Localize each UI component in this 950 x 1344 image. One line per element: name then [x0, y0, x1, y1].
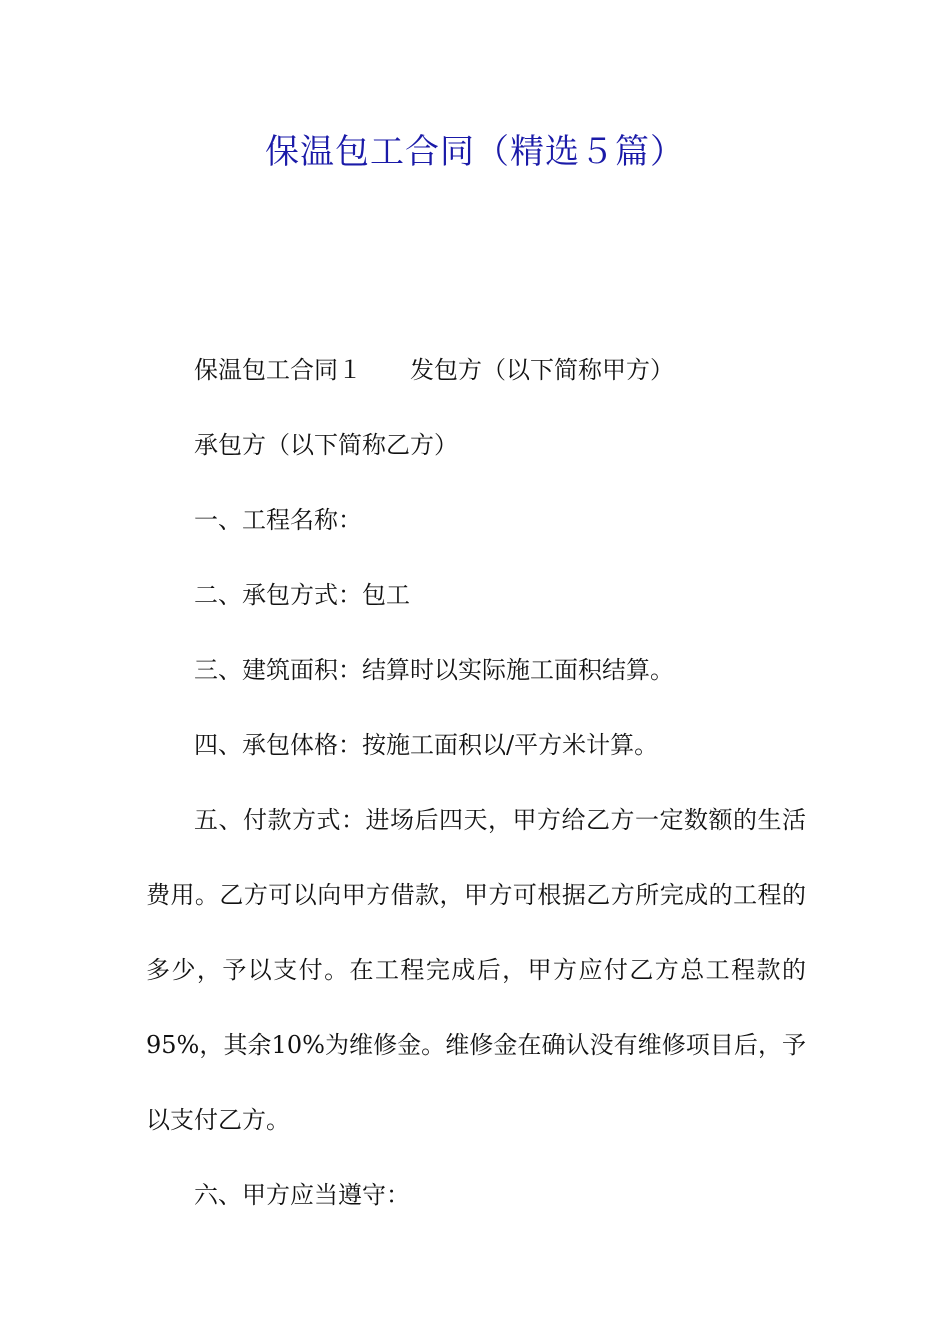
paragraph-payment-method: 五、付款方式：进场后四天，甲方给乙方一定数额的生活费用。乙方可以向甲方借款，甲方可根据乙方所完成的工程的多少，予以支付。在工程完成后，甲方应付乙方总工程款的95%，其余10%为维修金。维修金在确认没有维修项目后，予以支付乙方。	[146, 806, 806, 1134]
paragraph-building-area: 三、建筑面积：结算时以实际施工面积结算。	[194, 656, 674, 684]
paragraph-employer-obligations: 六、甲方应当遵守：	[194, 1181, 410, 1209]
paragraph-contract-mode: 二、承包方式：包工	[194, 581, 410, 609]
paragraph-contractor: 承包方（以下简称乙方）	[194, 431, 458, 459]
paragraph-contract-heading	[146, 333, 806, 408]
document-title: 保温包工合同（精选５篇）	[265, 132, 685, 172]
employer-label: 发包方（以下简称甲方）	[410, 356, 674, 384]
paragraph-project-name: 一、工程名称：	[194, 506, 362, 534]
document-body	[146, 333, 806, 1233]
contract-number-label: 保温包工合同１	[194, 356, 362, 384]
paragraph-contract-price: 四、承包体格：按施工面积以/平方米计算。	[194, 731, 659, 759]
